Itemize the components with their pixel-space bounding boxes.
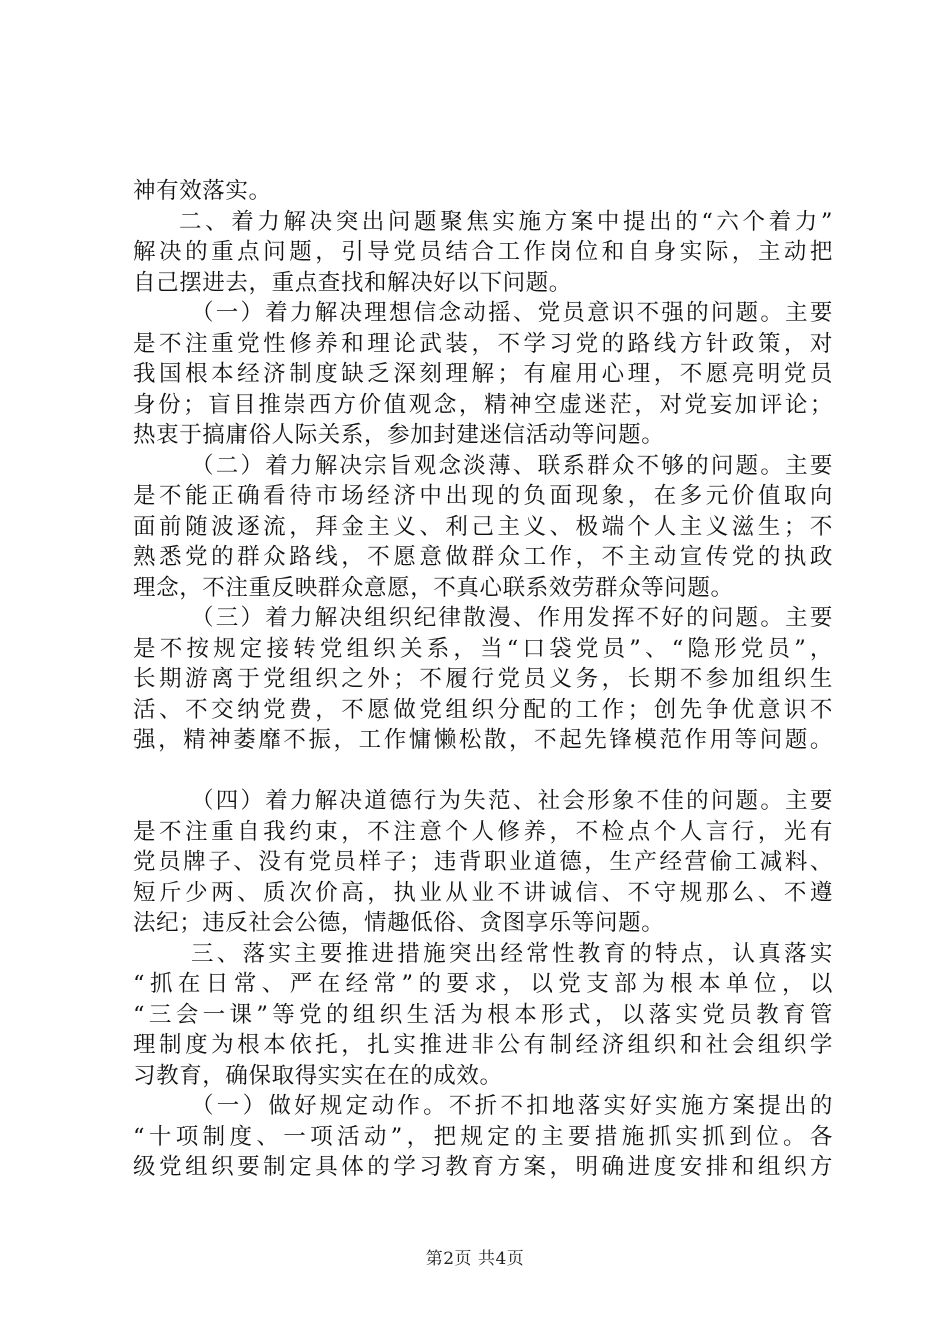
text-line: 神有效落实。 — [133, 178, 272, 204]
subsection-line: （一）着力解决理想信念动摇、党员意识不强的问题。主要 — [191, 300, 833, 326]
text-line: 法纪；违反社会公德，情趣低俗、贪图享乐等问题。 — [133, 910, 665, 936]
text-line: “抓在日常、严在经常”的要求，以党支部为根本单位，以 — [133, 971, 833, 997]
text-line: 是不按规定接转党组织关系，当“口袋党员”、“隐形党员”， — [133, 635, 833, 662]
text-line: 解决的重点问题，引导党员结合工作岗位和自身实际，主动把 — [133, 239, 833, 265]
body-text — [133, 176, 833, 1183]
section-heading-line: 三、落实主要推进措施突出经常性教育的特点，认真落实 — [191, 940, 833, 967]
text-line: 短斤少两、质次价高，执业从业不讲诚信、不守规那么、不遵 — [133, 879, 833, 906]
text-line: 熟悉党的群众路线，不愿意做群众工作，不主动宣传党的执政 — [133, 544, 833, 570]
subsection-line: （三）着力解决组织纪律散漫、作用发挥不好的问题。主要 — [191, 605, 833, 631]
text-line: 理念，不注重反映群众意愿，不真心联系效劳群众等问题。 — [133, 574, 734, 601]
text-line: 强，精神萎靡不振，工作慵懒松散，不起先锋模范作用等问题。 — [133, 727, 833, 753]
page-number-footer: 第2页 共4页 — [425, 1249, 525, 1269]
subsection-line: （一）做好规定动作。不折不扣地落实好实施方案提出的 — [191, 1093, 833, 1119]
paragraph-gap — [133, 756, 833, 787]
text-line: 是不注重党性修养和理论武装，不学习党的路线方针政策，对 — [133, 330, 833, 357]
text-line: 热衷于搞庸俗人际关系，参加封建迷信活动等问题。 — [133, 422, 665, 448]
section-heading-line: 二、着力解决突出问题聚焦实施方案中提出的“六个着力” — [179, 208, 833, 235]
text-line: 长期游离于党组织之外；不履行党员义务，长期不参加组织生 — [133, 666, 833, 692]
text-line: 是不注重自我约束，不注意个人修养，不检点个人言行，光有 — [133, 818, 833, 845]
text-line: 级党组织要制定具体的学习教育方案，明确进度安排和组织方 — [133, 1154, 833, 1180]
text-line: 习教育，确保取得实实在在的成效。 — [133, 1062, 503, 1089]
text-line: 理制度为根本依托，扎实推进非公有制经济组织和社会组织学 — [133, 1032, 833, 1058]
text-line: 是不能正确看待市场经济中出现的负面现象，在多元价值取向 — [133, 483, 833, 509]
text-line: 党员牌子、没有党员样子；违背职业道德，生产经营偷工减料、 — [133, 849, 833, 875]
text-line: 活、不交纳党费，不愿做党组织分配的工作；创先争优意识不 — [133, 696, 833, 723]
text-line: 面前随波逐流，拜金主义、利己主义、极端个人主义滋生；不 — [133, 513, 833, 540]
text-line: 自己摆进去，重点查找和解决好以下问题。 — [133, 269, 572, 296]
text-line: 身份；盲目推崇西方价值观念，精神空虚迷茫，对党妄加评论； — [133, 391, 833, 418]
subsection-line: （四）着力解决道德行为失范、社会形象不佳的问题。主要 — [191, 788, 833, 814]
text-line: 我国根本经济制度缺乏深刻理解；有雇用心理，不愿亮明党员 — [133, 361, 833, 387]
text-line: “三会一课”等党的组织生活为根本形式，以落实党员教育管 — [133, 1001, 833, 1028]
text-line: “十项制度、一项活动”，把规定的主要措施抓实抓到位。各 — [133, 1123, 833, 1150]
subsection-line: （二）着力解决宗旨观念淡薄、联系群众不够的问题。主要 — [191, 452, 833, 479]
